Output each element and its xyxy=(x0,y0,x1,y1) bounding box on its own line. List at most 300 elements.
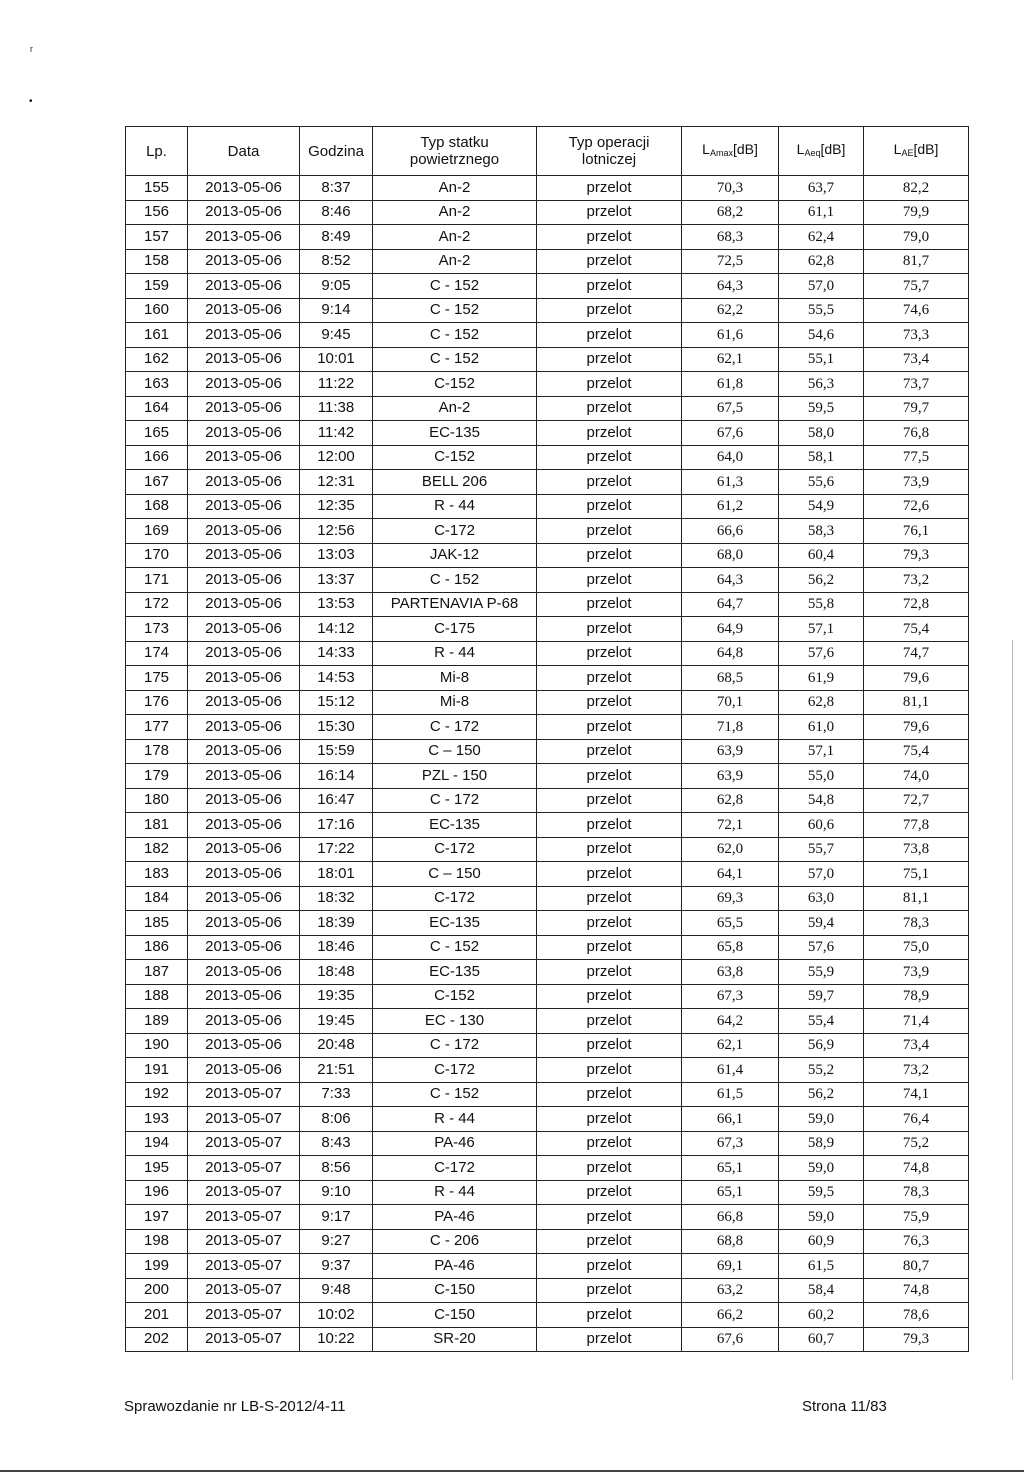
cell-lp: 200 xyxy=(126,1278,188,1303)
cell-laeq: 55,9 xyxy=(779,960,864,985)
cell-data: 2013-05-06 xyxy=(188,1033,300,1058)
cell-lp: 180 xyxy=(126,788,188,813)
header-lamax-sub: Amax xyxy=(709,147,733,158)
cell-lp: 191 xyxy=(126,1058,188,1083)
cell-lamax: 62,8 xyxy=(682,788,779,813)
cell-typ-statku: An-2 xyxy=(373,396,537,421)
cell-typ-statku: PA-46 xyxy=(373,1131,537,1156)
table-row xyxy=(126,200,969,225)
cell-lamax: 68,8 xyxy=(682,1229,779,1254)
cell-typ-operacji: przelot xyxy=(537,960,682,985)
cell-lae: 75,0 xyxy=(864,935,969,960)
cell-typ-statku: C - 152 xyxy=(373,298,537,323)
table-row xyxy=(126,813,969,838)
cell-godzina: 12:35 xyxy=(300,494,373,519)
cell-lp: 194 xyxy=(126,1131,188,1156)
cell-lae: 73,2 xyxy=(864,568,969,593)
cell-data: 2013-05-06 xyxy=(188,837,300,862)
margin-mark-top: ᵣ xyxy=(30,40,33,54)
cell-data: 2013-05-07 xyxy=(188,1254,300,1279)
cell-typ-operacji: przelot xyxy=(537,543,682,568)
cell-lamax: 64,3 xyxy=(682,568,779,593)
cell-godzina: 18:48 xyxy=(300,960,373,985)
cell-godzina: 18:32 xyxy=(300,886,373,911)
cell-lp: 189 xyxy=(126,1009,188,1034)
cell-lae: 73,7 xyxy=(864,372,969,397)
cell-godzina: 18:46 xyxy=(300,935,373,960)
table-row xyxy=(126,225,969,250)
cell-typ-statku: Mi-8 xyxy=(373,690,537,715)
cell-lamax: 66,8 xyxy=(682,1205,779,1230)
cell-lae: 76,3 xyxy=(864,1229,969,1254)
header-lae-sub: AE xyxy=(901,147,914,158)
cell-laeq: 59,0 xyxy=(779,1107,864,1132)
cell-lamax: 64,3 xyxy=(682,274,779,299)
header-typ-statku xyxy=(373,127,537,176)
table-row xyxy=(126,666,969,691)
cell-lp: 192 xyxy=(126,1082,188,1107)
cell-godzina: 12:00 xyxy=(300,445,373,470)
cell-laeq: 56,2 xyxy=(779,1082,864,1107)
cell-data: 2013-05-06 xyxy=(188,249,300,274)
header-lae-letter: L xyxy=(893,140,902,157)
cell-godzina: 14:12 xyxy=(300,617,373,642)
cell-lp: 195 xyxy=(126,1156,188,1181)
table-row xyxy=(126,445,969,470)
cell-typ-operacji: przelot xyxy=(537,225,682,250)
header-data: Data xyxy=(188,127,300,176)
cell-typ-operacji: przelot xyxy=(537,494,682,519)
cell-lp: 155 xyxy=(126,176,188,201)
cell-lp: 187 xyxy=(126,960,188,985)
cell-lp: 186 xyxy=(126,935,188,960)
cell-lae: 74,1 xyxy=(864,1082,969,1107)
cell-laeq: 55,2 xyxy=(779,1058,864,1083)
cell-laeq: 55,4 xyxy=(779,1009,864,1034)
cell-laeq: 60,7 xyxy=(779,1327,864,1352)
cell-lp: 202 xyxy=(126,1327,188,1352)
cell-typ-statku: C-150 xyxy=(373,1278,537,1303)
cell-lp: 181 xyxy=(126,813,188,838)
cell-godzina: 9:27 xyxy=(300,1229,373,1254)
cell-typ-statku: PZL - 150 xyxy=(373,764,537,789)
cell-data: 2013-05-06 xyxy=(188,543,300,568)
cell-lp: 171 xyxy=(126,568,188,593)
cell-typ-statku: C - 152 xyxy=(373,347,537,372)
cell-lae: 73,9 xyxy=(864,960,969,985)
cell-lamax: 65,8 xyxy=(682,935,779,960)
table-row xyxy=(126,323,969,348)
cell-typ-operacji: przelot xyxy=(537,911,682,936)
cell-lae: 76,8 xyxy=(864,421,969,446)
cell-lamax: 64,8 xyxy=(682,641,779,666)
cell-lae: 81,1 xyxy=(864,690,969,715)
cell-lae: 72,6 xyxy=(864,494,969,519)
table-row xyxy=(126,347,969,372)
cell-lamax: 62,1 xyxy=(682,347,779,372)
cell-typ-statku: C-150 xyxy=(373,1303,537,1328)
report-number: Sprawozdanie nr LB-S-2012/4-11 xyxy=(124,1398,346,1415)
cell-laeq: 57,0 xyxy=(779,862,864,887)
cell-lae: 79,6 xyxy=(864,666,969,691)
cell-godzina: 10:01 xyxy=(300,347,373,372)
cell-lamax: 69,3 xyxy=(682,886,779,911)
cell-godzina: 15:59 xyxy=(300,739,373,764)
cell-typ-operacji: przelot xyxy=(537,470,682,495)
cell-godzina: 19:35 xyxy=(300,984,373,1009)
cell-lamax: 63,9 xyxy=(682,739,779,764)
cell-typ-operacji: przelot xyxy=(537,1327,682,1352)
cell-typ-operacji: przelot xyxy=(537,813,682,838)
cell-laeq: 57,1 xyxy=(779,617,864,642)
cell-data: 2013-05-06 xyxy=(188,176,300,201)
header-lae xyxy=(864,127,969,176)
cell-laeq: 62,4 xyxy=(779,225,864,250)
cell-godzina: 12:31 xyxy=(300,470,373,495)
cell-lae: 77,8 xyxy=(864,813,969,838)
scan-edge-line xyxy=(1012,640,1013,1380)
cell-typ-statku: C - 172 xyxy=(373,1033,537,1058)
cell-data: 2013-05-06 xyxy=(188,1058,300,1083)
table-row xyxy=(126,641,969,666)
cell-lp: 183 xyxy=(126,862,188,887)
cell-laeq: 55,5 xyxy=(779,298,864,323)
cell-typ-statku: PA-46 xyxy=(373,1205,537,1230)
cell-lamax: 67,5 xyxy=(682,396,779,421)
cell-lamax: 64,7 xyxy=(682,592,779,617)
header-typ-operacji-line2: lotniczej xyxy=(581,151,637,168)
cell-lamax: 68,3 xyxy=(682,225,779,250)
cell-typ-operacji: przelot xyxy=(537,1229,682,1254)
cell-lae: 75,4 xyxy=(864,739,969,764)
cell-typ-statku: EC-135 xyxy=(373,813,537,838)
cell-data: 2013-05-07 xyxy=(188,1278,300,1303)
cell-typ-statku: PARTENAVIA P-68 xyxy=(373,592,537,617)
cell-godzina: 17:16 xyxy=(300,813,373,838)
cell-laeq: 58,3 xyxy=(779,519,864,544)
cell-lamax: 61,4 xyxy=(682,1058,779,1083)
cell-lamax: 67,6 xyxy=(682,421,779,446)
page-number: Strona 11/83 xyxy=(802,1398,887,1415)
cell-laeq: 61,9 xyxy=(779,666,864,691)
table-row xyxy=(126,788,969,813)
cell-data: 2013-05-07 xyxy=(188,1303,300,1328)
header-typ-statku-line2: powietrznego xyxy=(409,151,500,168)
cell-lae: 79,6 xyxy=(864,715,969,740)
cell-lae: 79,3 xyxy=(864,543,969,568)
cell-data: 2013-05-06 xyxy=(188,862,300,887)
cell-data: 2013-05-06 xyxy=(188,519,300,544)
cell-typ-operacji: przelot xyxy=(537,323,682,348)
cell-lae: 75,7 xyxy=(864,274,969,299)
cell-lamax: 61,2 xyxy=(682,494,779,519)
cell-lamax: 65,1 xyxy=(682,1180,779,1205)
cell-typ-operacji: przelot xyxy=(537,592,682,617)
cell-typ-statku: R - 44 xyxy=(373,494,537,519)
cell-typ-statku: C-152 xyxy=(373,372,537,397)
cell-lp: 199 xyxy=(126,1254,188,1279)
cell-typ-operacji: przelot xyxy=(537,764,682,789)
cell-data: 2013-05-06 xyxy=(188,445,300,470)
cell-typ-statku: EC-135 xyxy=(373,960,537,985)
cell-lae: 72,7 xyxy=(864,788,969,813)
cell-data: 2013-05-06 xyxy=(188,1009,300,1034)
cell-lamax: 64,0 xyxy=(682,445,779,470)
cell-laeq: 55,0 xyxy=(779,764,864,789)
cell-laeq: 55,1 xyxy=(779,347,864,372)
cell-laeq: 61,5 xyxy=(779,1254,864,1279)
cell-lae: 78,6 xyxy=(864,1303,969,1328)
cell-data: 2013-05-06 xyxy=(188,617,300,642)
cell-lamax: 67,3 xyxy=(682,1131,779,1156)
cell-data: 2013-05-07 xyxy=(188,1156,300,1181)
cell-godzina: 19:45 xyxy=(300,1009,373,1034)
cell-lamax: 62,1 xyxy=(682,1033,779,1058)
table-row xyxy=(126,911,969,936)
cell-data: 2013-05-07 xyxy=(188,1107,300,1132)
cell-lae: 73,2 xyxy=(864,1058,969,1083)
cell-lae: 74,0 xyxy=(864,764,969,789)
cell-godzina: 10:22 xyxy=(300,1327,373,1352)
cell-typ-operacji: przelot xyxy=(537,298,682,323)
table-row xyxy=(126,470,969,495)
table-row xyxy=(126,1058,969,1083)
header-lamax-unit: [dB] xyxy=(732,140,758,157)
cell-data: 2013-05-06 xyxy=(188,372,300,397)
cell-typ-statku: SR-20 xyxy=(373,1327,537,1352)
cell-lae: 74,8 xyxy=(864,1278,969,1303)
cell-lp: 170 xyxy=(126,543,188,568)
cell-godzina: 13:37 xyxy=(300,568,373,593)
cell-typ-operacji: przelot xyxy=(537,372,682,397)
cell-lamax: 65,1 xyxy=(682,1156,779,1181)
cell-typ-operacji: przelot xyxy=(537,984,682,1009)
cell-godzina: 13:53 xyxy=(300,592,373,617)
cell-typ-statku: C - 152 xyxy=(373,274,537,299)
cell-typ-statku: C – 150 xyxy=(373,739,537,764)
cell-data: 2013-05-06 xyxy=(188,225,300,250)
cell-lp: 193 xyxy=(126,1107,188,1132)
cell-typ-statku: An-2 xyxy=(373,225,537,250)
table-row xyxy=(126,372,969,397)
header-lae-unit: [dB] xyxy=(913,140,939,157)
cell-lp: 157 xyxy=(126,225,188,250)
cell-godzina: 17:22 xyxy=(300,837,373,862)
cell-typ-statku: EC-135 xyxy=(373,421,537,446)
cell-lamax: 64,9 xyxy=(682,617,779,642)
cell-lp: 162 xyxy=(126,347,188,372)
cell-typ-statku: BELL 206 xyxy=(373,470,537,495)
cell-typ-operacji: przelot xyxy=(537,396,682,421)
cell-typ-operacji: przelot xyxy=(537,519,682,544)
cell-data: 2013-05-06 xyxy=(188,886,300,911)
cell-godzina: 18:01 xyxy=(300,862,373,887)
cell-data: 2013-05-06 xyxy=(188,568,300,593)
cell-data: 2013-05-06 xyxy=(188,494,300,519)
cell-lae: 78,3 xyxy=(864,1180,969,1205)
cell-data: 2013-05-06 xyxy=(188,666,300,691)
cell-lamax: 62,2 xyxy=(682,298,779,323)
cell-laeq: 59,4 xyxy=(779,911,864,936)
cell-typ-operacji: przelot xyxy=(537,666,682,691)
cell-typ-statku: C - 206 xyxy=(373,1229,537,1254)
cell-typ-operacji: przelot xyxy=(537,1131,682,1156)
header-lamax xyxy=(682,127,779,176)
cell-lamax: 66,6 xyxy=(682,519,779,544)
cell-laeq: 63,0 xyxy=(779,886,864,911)
margin-mark-bullet: • xyxy=(29,96,33,107)
cell-typ-operacji: przelot xyxy=(537,935,682,960)
cell-lamax: 63,9 xyxy=(682,764,779,789)
cell-laeq: 59,5 xyxy=(779,1180,864,1205)
cell-lamax: 64,1 xyxy=(682,862,779,887)
cell-typ-statku: C - 152 xyxy=(373,323,537,348)
cell-laeq: 58,4 xyxy=(779,1278,864,1303)
cell-typ-operacji: przelot xyxy=(537,886,682,911)
cell-lae: 74,8 xyxy=(864,1156,969,1181)
cell-lp: 156 xyxy=(126,200,188,225)
cell-lp: 168 xyxy=(126,494,188,519)
cell-godzina: 10:02 xyxy=(300,1303,373,1328)
cell-lae: 80,7 xyxy=(864,1254,969,1279)
cell-lamax: 64,2 xyxy=(682,1009,779,1034)
cell-lae: 82,2 xyxy=(864,176,969,201)
table-row xyxy=(126,592,969,617)
cell-typ-operacji: przelot xyxy=(537,1058,682,1083)
cell-lae: 73,8 xyxy=(864,837,969,862)
cell-data: 2013-05-06 xyxy=(188,984,300,1009)
cell-typ-statku: R - 44 xyxy=(373,641,537,666)
cell-godzina: 9:45 xyxy=(300,323,373,348)
cell-data: 2013-05-07 xyxy=(188,1205,300,1230)
cell-data: 2013-05-06 xyxy=(188,347,300,372)
cell-typ-operacji: przelot xyxy=(537,568,682,593)
table-row xyxy=(126,1033,969,1058)
cell-typ-statku: PA-46 xyxy=(373,1254,537,1279)
cell-laeq: 58,0 xyxy=(779,421,864,446)
cell-godzina: 8:43 xyxy=(300,1131,373,1156)
table-row xyxy=(126,1278,969,1303)
cell-lae: 81,7 xyxy=(864,249,969,274)
cell-godzina: 13:03 xyxy=(300,543,373,568)
table-row xyxy=(126,1180,969,1205)
table-row xyxy=(126,1327,969,1352)
cell-typ-statku: C-172 xyxy=(373,1058,537,1083)
cell-godzina: 8:56 xyxy=(300,1156,373,1181)
table-row xyxy=(126,764,969,789)
table-header-row xyxy=(126,127,969,176)
table-row xyxy=(126,1082,969,1107)
table-row xyxy=(126,837,969,862)
cell-typ-statku: C-172 xyxy=(373,519,537,544)
cell-lp: 198 xyxy=(126,1229,188,1254)
cell-godzina: 16:14 xyxy=(300,764,373,789)
cell-godzina: 15:30 xyxy=(300,715,373,740)
cell-godzina: 15:12 xyxy=(300,690,373,715)
cell-lae: 73,3 xyxy=(864,323,969,348)
cell-laeq: 59,0 xyxy=(779,1156,864,1181)
cell-typ-operacji: przelot xyxy=(537,1180,682,1205)
cell-laeq: 63,7 xyxy=(779,176,864,201)
table-row xyxy=(126,1156,969,1181)
table-row xyxy=(126,690,969,715)
cell-lae: 73,4 xyxy=(864,347,969,372)
cell-lae: 79,0 xyxy=(864,225,969,250)
table-row xyxy=(126,494,969,519)
cell-data: 2013-05-07 xyxy=(188,1131,300,1156)
cell-laeq: 60,4 xyxy=(779,543,864,568)
cell-data: 2013-05-07 xyxy=(188,1180,300,1205)
cell-data: 2013-05-06 xyxy=(188,739,300,764)
table-row xyxy=(126,249,969,274)
cell-typ-operacji: przelot xyxy=(537,1009,682,1034)
cell-lae: 78,9 xyxy=(864,984,969,1009)
cell-godzina: 9:17 xyxy=(300,1205,373,1230)
cell-data: 2013-05-07 xyxy=(188,1082,300,1107)
cell-godzina: 7:33 xyxy=(300,1082,373,1107)
cell-lae: 75,1 xyxy=(864,862,969,887)
cell-data: 2013-05-07 xyxy=(188,1327,300,1352)
cell-typ-operacji: przelot xyxy=(537,1033,682,1058)
cell-lp: 172 xyxy=(126,592,188,617)
cell-laeq: 59,0 xyxy=(779,1205,864,1230)
cell-typ-statku: C - 172 xyxy=(373,788,537,813)
table-row xyxy=(126,935,969,960)
cell-lamax: 67,6 xyxy=(682,1327,779,1352)
cell-lae: 77,5 xyxy=(864,445,969,470)
cell-laeq: 57,6 xyxy=(779,641,864,666)
cell-data: 2013-05-06 xyxy=(188,298,300,323)
cell-typ-operacji: przelot xyxy=(537,788,682,813)
cell-typ-statku: C-152 xyxy=(373,445,537,470)
cell-laeq: 54,6 xyxy=(779,323,864,348)
cell-lp: 169 xyxy=(126,519,188,544)
cell-laeq: 61,0 xyxy=(779,715,864,740)
cell-data: 2013-05-06 xyxy=(188,960,300,985)
cell-lp: 163 xyxy=(126,372,188,397)
cell-lp: 176 xyxy=(126,690,188,715)
cell-laeq: 61,1 xyxy=(779,200,864,225)
cell-lp: 173 xyxy=(126,617,188,642)
cell-lae: 75,2 xyxy=(864,1131,969,1156)
cell-lp: 201 xyxy=(126,1303,188,1328)
cell-godzina: 8:49 xyxy=(300,225,373,250)
table-row xyxy=(126,421,969,446)
cell-typ-statku: An-2 xyxy=(373,249,537,274)
cell-data: 2013-05-06 xyxy=(188,592,300,617)
cell-lamax: 66,2 xyxy=(682,1303,779,1328)
cell-data: 2013-05-06 xyxy=(188,935,300,960)
table-row xyxy=(126,396,969,421)
cell-data: 2013-05-06 xyxy=(188,911,300,936)
header-lp: Lp. xyxy=(126,127,188,176)
cell-lamax: 69,1 xyxy=(682,1254,779,1279)
cell-lae: 79,3 xyxy=(864,1327,969,1352)
cell-lamax: 62,0 xyxy=(682,837,779,862)
cell-lae: 74,7 xyxy=(864,641,969,666)
cell-lp: 165 xyxy=(126,421,188,446)
cell-godzina: 9:37 xyxy=(300,1254,373,1279)
cell-typ-statku: C - 152 xyxy=(373,1082,537,1107)
cell-laeq: 55,8 xyxy=(779,592,864,617)
cell-lp: 190 xyxy=(126,1033,188,1058)
cell-lamax: 68,2 xyxy=(682,200,779,225)
cell-data: 2013-05-06 xyxy=(188,323,300,348)
cell-lamax: 70,1 xyxy=(682,690,779,715)
table-row xyxy=(126,1131,969,1156)
cell-typ-statku: R - 44 xyxy=(373,1107,537,1132)
cell-lae: 79,9 xyxy=(864,200,969,225)
